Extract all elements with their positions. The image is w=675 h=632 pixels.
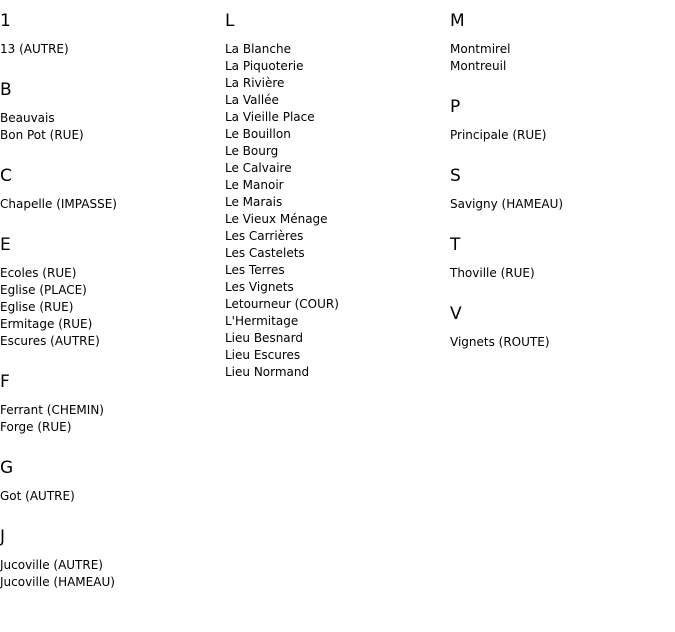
- street-entry[interactable]: Les Carrières: [225, 229, 304, 243]
- street-entry[interactable]: Le Calvaire: [225, 161, 292, 175]
- letter-group-c: [0, 165, 225, 213]
- street-list: [450, 265, 675, 282]
- index-column-1: [0, 10, 225, 612]
- street-list: [225, 41, 450, 381]
- index-column-2: [225, 10, 450, 612]
- street-entry[interactable]: Lieu Normand: [225, 365, 310, 379]
- letter-group-g: [0, 457, 225, 505]
- index-column-3: [450, 10, 675, 612]
- street-entry[interactable]: Ferrant (CHEMIN): [0, 403, 104, 417]
- street-list: [0, 196, 225, 213]
- street-entry[interactable]: Montreuil: [450, 59, 507, 73]
- street-entry[interactable]: Got (AUTRE): [0, 489, 75, 503]
- street-list: [0, 110, 225, 144]
- street-entry[interactable]: Montmirel: [450, 42, 511, 56]
- street-entry[interactable]: Le Bourg: [225, 144, 279, 158]
- letter-group-j: [0, 526, 225, 591]
- street-entry[interactable]: Beauvais: [0, 111, 55, 125]
- street-entry[interactable]: Ermitage (RUE): [0, 317, 93, 331]
- street-entry[interactable]: Principale (RUE): [450, 128, 547, 142]
- letter-heading: C: [0, 166, 12, 186]
- street-list: [0, 402, 225, 436]
- letter-heading: T: [450, 235, 461, 255]
- letter-heading: 1: [0, 11, 11, 31]
- letter-group-s: [450, 165, 675, 213]
- letter-group-m: [450, 10, 675, 75]
- letter-group-f: [0, 371, 225, 436]
- letter-heading: E: [0, 235, 11, 255]
- letter-heading: M: [450, 11, 465, 31]
- street-list: [0, 41, 225, 58]
- street-entry[interactable]: 13 (AUTRE): [0, 42, 69, 56]
- street-entry[interactable]: La Vieille Place: [225, 110, 315, 124]
- street-entry[interactable]: L'Hermitage: [225, 314, 299, 328]
- street-list: [0, 557, 225, 591]
- street-entry[interactable]: Thoville (RUE): [450, 266, 535, 280]
- letter-heading: L: [225, 11, 235, 31]
- letter-group-1: [0, 10, 225, 58]
- street-entry[interactable]: Le Manoir: [225, 178, 284, 192]
- street-entry[interactable]: Vignets (ROUTE): [450, 335, 550, 349]
- street-entry[interactable]: La Rivière: [225, 76, 285, 90]
- street-entry[interactable]: Le Marais: [225, 195, 283, 209]
- street-entry[interactable]: Jucoville (HAMEAU): [0, 575, 115, 589]
- street-entry[interactable]: Lieu Besnard: [225, 331, 303, 345]
- street-entry[interactable]: Les Vignets: [225, 280, 294, 294]
- street-entry[interactable]: Escures (AUTRE): [0, 334, 100, 348]
- street-entry[interactable]: Eglise (PLACE): [0, 283, 87, 297]
- letter-heading: V: [450, 304, 462, 324]
- letter-group-l: [225, 10, 450, 381]
- letter-heading: G: [0, 458, 14, 478]
- letter-heading: P: [450, 97, 461, 117]
- street-entry[interactable]: Jucoville (AUTRE): [0, 558, 103, 572]
- street-list: [0, 265, 225, 350]
- street-entry[interactable]: La Piquoterie: [225, 59, 304, 73]
- street-index: [0, 10, 675, 612]
- street-list: [450, 196, 675, 213]
- letter-heading: F: [0, 372, 10, 392]
- street-entry[interactable]: Le Vieux Ménage: [225, 212, 328, 226]
- street-entry[interactable]: Letourneur (COUR): [225, 297, 339, 311]
- street-list: [450, 334, 675, 351]
- street-entry[interactable]: Le Bouillon: [225, 127, 291, 141]
- street-entry[interactable]: Chapelle (IMPASSE): [0, 197, 117, 211]
- letter-heading: S: [450, 166, 461, 186]
- letter-group-p: [450, 96, 675, 144]
- street-entry[interactable]: La Blanche: [225, 42, 291, 56]
- street-entry[interactable]: Les Castelets: [225, 246, 305, 260]
- letter-heading: J: [0, 527, 6, 547]
- street-list: [0, 488, 225, 505]
- letter-group-v: [450, 303, 675, 351]
- street-list: [450, 127, 675, 144]
- street-entry[interactable]: Savigny (HAMEAU): [450, 197, 564, 211]
- street-entry[interactable]: La Vallée: [225, 93, 279, 107]
- letter-heading: B: [0, 80, 12, 100]
- street-entry[interactable]: Ecoles (RUE): [0, 266, 77, 280]
- street-entry[interactable]: Les Terres: [225, 263, 285, 277]
- letter-group-t: [450, 234, 675, 282]
- letter-group-b: [0, 79, 225, 144]
- street-entry[interactable]: Lieu Escures: [225, 348, 301, 362]
- street-entry[interactable]: Forge (RUE): [0, 420, 72, 434]
- street-entry[interactable]: Bon Pot (RUE): [0, 128, 84, 142]
- street-list: [450, 41, 675, 75]
- street-entry[interactable]: Eglise (RUE): [0, 300, 74, 314]
- letter-group-e: [0, 234, 225, 350]
